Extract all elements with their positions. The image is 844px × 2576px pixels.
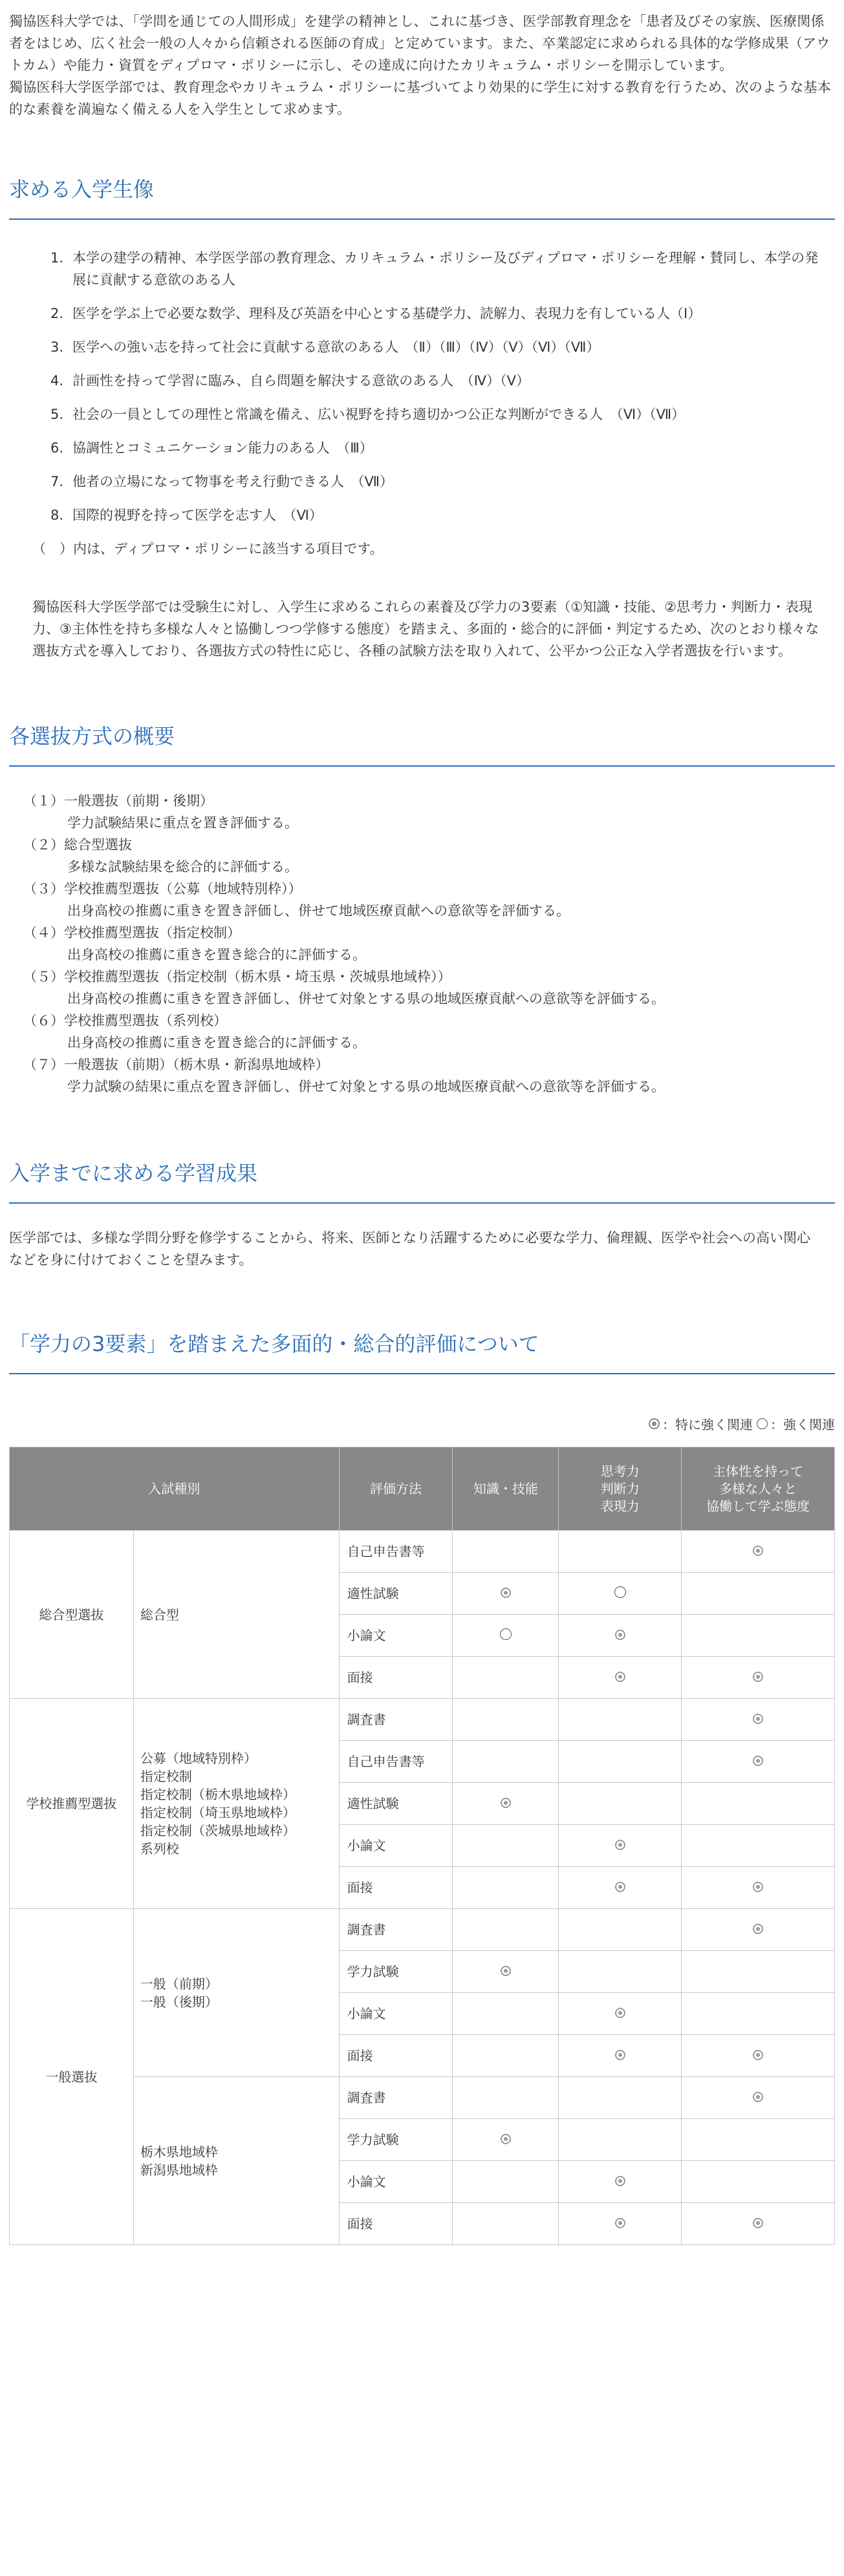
- exam-category: 総合型選抜: [10, 1531, 134, 1699]
- section-title: 「学力の3要素」を踏まえた多面的・総合的評価について: [9, 1328, 835, 1374]
- item-text: 本学の建学の精神、本学医学部の教育理念、カリキュラム・ポリシー及びディプロマ・ポリシーを理解・賛同し、本学の発展に貢献する意欲のある人: [72, 250, 819, 288]
- relevance-cell: [453, 2161, 559, 2203]
- item-text: 他者の立場になって物事を考え行動できる人 （Ⅶ）: [72, 474, 394, 490]
- exam-subtype: [133, 2077, 339, 2245]
- relevance-cell: [682, 2203, 835, 2245]
- relevance-cell: [682, 1573, 835, 1615]
- relevance-cell: [682, 1867, 835, 1909]
- double-circle-icon: [615, 1840, 625, 1850]
- double-circle-icon: [501, 2134, 511, 2144]
- item-number: 3.: [50, 339, 63, 355]
- evaluation-method: 小論文: [339, 1993, 453, 2035]
- diploma-policy-note: （ ）内は、ディプロマ・ポリシーに該当する項目です。: [32, 541, 384, 557]
- item-number: 5.: [50, 406, 63, 422]
- exam-subtype-line: 一般（後期）: [140, 1994, 218, 2010]
- relevance-cell: [453, 1573, 559, 1615]
- relevance-cell: [559, 1615, 682, 1657]
- relevance-cell: [682, 2161, 835, 2203]
- section-selection-methods: [9, 720, 835, 1098]
- list-item: [9, 922, 835, 966]
- intro-paragraph-1: 獨協医科大学では、「学問を通じての人間形成」を建学の精神とし、これに基づき、医学部教育理念を「患者及びその家族、医療関係者をはじめ、広く社会一般の人々から信頼される医師の育成」と定めています。また、卒業認定に求められる具体的な学修成果（アウトカム）や能力・資質をディプロマ・ポリシーに示し、その達成に向けたカリキュラム・ポリシーを開示しています。: [9, 14, 830, 74]
- relevance-cell: [682, 2035, 835, 2077]
- list-item: [9, 437, 835, 459]
- exam-subtype-line: 栃木県地域枠: [140, 2144, 218, 2160]
- relevance-cell: [559, 1783, 682, 1825]
- relevance-cell: [453, 1951, 559, 1993]
- evaluation-method: 面接: [339, 1657, 453, 1699]
- relevance-cell: [453, 1615, 559, 1657]
- relevance-cell: [682, 1699, 835, 1741]
- evaluation-method: 調査書: [339, 1909, 453, 1951]
- double-circle-icon: [615, 1672, 625, 1682]
- exam-subtype-line: 指定校制（茨城県地域枠）: [140, 1823, 296, 1839]
- item-number: 4.: [50, 372, 63, 389]
- double-circle-icon: [615, 2218, 625, 2228]
- double-circle-icon: [753, 2050, 763, 2060]
- header-thinking: [559, 1447, 682, 1531]
- list-item: [9, 878, 835, 922]
- double-circle-icon: [753, 1756, 763, 1766]
- exam-category: 一般選抜: [10, 1909, 134, 2245]
- item-number: 6.: [50, 440, 63, 456]
- relevance-cell: [559, 1825, 682, 1867]
- table-body: [10, 1531, 835, 2245]
- header-line: 思考力: [600, 1463, 640, 1479]
- section-learning-outcomes: [9, 1157, 835, 1271]
- evaluation-method: 調査書: [339, 1699, 453, 1741]
- relevance-cell: [682, 1825, 835, 1867]
- evaluation-method: 適性試験: [339, 1573, 453, 1615]
- list-item: [9, 790, 835, 834]
- method-description: 出身高校の推薦に重きを置き評価し、併せて地域医療貢献への意欲等を評価する。: [67, 903, 570, 919]
- relevance-cell: [559, 1741, 682, 1783]
- evaluation-method: 小論文: [339, 1825, 453, 1867]
- list-item: [9, 403, 835, 425]
- list-item: [9, 834, 835, 878]
- relevance-cell: [559, 1657, 682, 1699]
- learning-outcomes-text: 医学部では、多様な学問分野を修学することから、将来、医師となり活躍するために必要な学力、倫理観、医学や社会への高い関心などを身に付けておくことを望みます。: [9, 1229, 810, 1268]
- double-circle-icon: [753, 1672, 763, 1682]
- item-text: 協調性とコミュニケーション能力のある人 （Ⅲ）: [72, 440, 373, 456]
- relevance-cell: [682, 1657, 835, 1699]
- header-attitude: [682, 1447, 835, 1531]
- exam-subtype-line: 指定校制: [140, 1769, 192, 1785]
- item-text: 計画性を持って学習に臨み、自ら問題を解決する意欲のある人 （Ⅳ）（Ⅴ）: [72, 372, 530, 389]
- item-number: 1.: [50, 250, 63, 266]
- relevance-cell: [453, 1531, 559, 1573]
- evaluation-method: 自己申告書等: [339, 1531, 453, 1573]
- method-heading: （４）学校推薦型選抜（指定校制）: [23, 925, 241, 941]
- double-circle-icon: [501, 1966, 511, 1976]
- list-item: [9, 247, 835, 291]
- relevance-cell: [559, 1867, 682, 1909]
- list-item: [9, 1054, 835, 1098]
- list-item: [9, 370, 835, 392]
- method-heading: （１）一般選抜（前期・後期）: [23, 793, 213, 809]
- table-header-row: [10, 1447, 835, 1531]
- exam-category: 学校推薦型選抜: [10, 1699, 134, 1909]
- header-line: 表現力: [600, 1498, 640, 1514]
- double-circle-icon: [753, 1714, 763, 1724]
- relevance-cell: [453, 1699, 559, 1741]
- item-text: 社会の一員としての理性と常識を備え、広い視野を持ち適切かつ公正な判断ができる人 （Ⅵ）（Ⅶ）: [72, 406, 686, 422]
- relevance-cell: [682, 1741, 835, 1783]
- relevance-cell: [559, 1699, 682, 1741]
- ideal-student-list: [9, 247, 835, 526]
- evaluation-table: [9, 1447, 835, 2245]
- relevance-cell: [682, 1531, 835, 1573]
- relevance-cell: [453, 1783, 559, 1825]
- relevance-cell: [682, 2077, 835, 2119]
- double-circle-icon: [615, 2008, 625, 2018]
- header-type: 入試種別: [10, 1447, 340, 1531]
- relevance-cell: [559, 1993, 682, 2035]
- item-number: 2.: [50, 305, 63, 321]
- list-item: [9, 336, 835, 358]
- exam-subtype-line: 新潟県地域枠: [140, 2162, 218, 2178]
- item-text: 医学への強い志を持って社会に貢献する意欲のある人 （Ⅱ）（Ⅲ）（Ⅳ）（Ⅴ）（Ⅵ）（Ⅶ）: [72, 339, 600, 355]
- evaluation-method: 学力試験: [339, 1951, 453, 1993]
- double-circle-icon: [615, 1630, 625, 1640]
- method-heading: （２）総合型選抜: [23, 836, 132, 853]
- relevance-cell: [682, 1783, 835, 1825]
- relevance-cell: [559, 1573, 682, 1615]
- method-heading: （５）学校推薦型選抜（指定校制（栃木県・埼玉県・茨城県地域枠））: [23, 969, 451, 985]
- list-item: [9, 504, 835, 526]
- relevance-cell: [682, 2119, 835, 2161]
- relevance-cell: [559, 1951, 682, 1993]
- relevance-cell: [453, 1657, 559, 1699]
- relevance-cell: [682, 1951, 835, 1993]
- section-title: 入学までに求める学習成果: [9, 1157, 835, 1204]
- exam-subtype: [133, 1909, 339, 2077]
- evaluation-method: 面接: [339, 1867, 453, 1909]
- evaluation-method: 小論文: [339, 1615, 453, 1657]
- method-heading: （６）学校推薦型選抜（系列校）: [23, 1013, 227, 1029]
- method-heading: （３）学校推薦型選抜（公募（地域特別枠））: [23, 881, 302, 897]
- exam-subtype-line: 指定校制（栃木県地域枠）: [140, 1787, 296, 1803]
- method-description: 出身高校の推薦に重きを置き総合的に評価する。: [67, 1035, 366, 1051]
- exam-subtype-line: 公募（地域特別枠）: [140, 1751, 257, 1767]
- exam-subtype-line: 一般（前期）: [140, 1975, 218, 1992]
- double-circle-icon: [501, 1798, 511, 1808]
- relevance-cell: [453, 2119, 559, 2161]
- double-circle-icon: [649, 1418, 660, 1429]
- evaluation-method: 面接: [339, 2203, 453, 2245]
- section-evaluation: [9, 1328, 835, 2245]
- table-row: [10, 1699, 835, 1741]
- relevance-cell: [559, 2119, 682, 2161]
- list-item: [9, 966, 835, 1010]
- exam-subtype-line: 総合型: [140, 1606, 179, 1623]
- legend-label-strong: ：特に強く関連: [662, 1416, 753, 1432]
- double-circle-icon: [615, 2176, 625, 2186]
- relevance-cell: [559, 2035, 682, 2077]
- header-line: 判断力: [600, 1480, 640, 1496]
- legend-label: ：強く関連: [770, 1416, 835, 1432]
- header-line: 主体性を持って: [713, 1463, 804, 1479]
- header-line: 協働して学ぶ態度: [706, 1498, 810, 1514]
- relevance-cell: [453, 1909, 559, 1951]
- intro-paragraph-2: 獨協医科大学医学部では、教育理念やカリキュラム・ポリシーに基づいてより効果的に学生に対する教育を行うため、次のような基本的な素養を満遍なく備える人を入学生として求めます。: [9, 80, 831, 118]
- evaluation-method: 小論文: [339, 2161, 453, 2203]
- table-row: [10, 2077, 835, 2119]
- table-legend: [9, 1414, 835, 1435]
- table-row: [10, 1531, 835, 1573]
- exam-subtype: [133, 1699, 339, 1909]
- method-heading: （７）一般選抜（前期）（栃木県・新潟県地域枠）: [23, 1057, 329, 1073]
- relevance-cell: [453, 1825, 559, 1867]
- double-circle-icon: [501, 1588, 511, 1598]
- evaluation-method: 調査書: [339, 2077, 453, 2119]
- item-text: 医学を学ぶ上で必要な数学、理科及び英語を中心とする基礎学力、読解力、表現力を有している人（Ⅰ）: [72, 305, 702, 321]
- item-number: 8.: [50, 507, 63, 524]
- exam-subtype: [133, 1531, 339, 1699]
- relevance-cell: [453, 2035, 559, 2077]
- method-description: 学力試験の結果に重点を置き評価し、併せて対象とする県の地域医療貢献への意欲等を評価する。: [67, 1079, 665, 1095]
- double-circle-icon: [753, 1546, 763, 1556]
- evaluation-method: 学力試験: [339, 2119, 453, 2161]
- list-item: [9, 471, 835, 493]
- double-circle-icon: [753, 2218, 763, 2228]
- relevance-cell: [453, 2077, 559, 2119]
- exam-subtype-line: 系列校: [140, 1841, 179, 1857]
- table-row: [10, 1909, 835, 1951]
- method-description: 多様な試験結果を総合的に評価する。: [67, 858, 298, 875]
- relevance-cell: [559, 2161, 682, 2203]
- section-title: 求める入学生像: [9, 173, 835, 220]
- header-knowledge: 知識・技能: [453, 1447, 559, 1531]
- relevance-cell: [453, 1993, 559, 2035]
- evaluation-method: 面接: [339, 2035, 453, 2077]
- item-text: 国際的視野を持って医学を志す人 （Ⅵ）: [72, 507, 323, 524]
- relevance-cell: [682, 1993, 835, 2035]
- relevance-cell: [682, 1909, 835, 1951]
- section-title: 各選抜方式の概要: [9, 720, 835, 767]
- item-number: 7.: [50, 474, 63, 490]
- section-ideal-students: [9, 173, 835, 662]
- circle-icon: [757, 1418, 768, 1429]
- double-circle-icon: [753, 1882, 763, 1892]
- double-circle-icon: [615, 1882, 625, 1892]
- method-description: 学力試験結果に重点を置き評価する。: [67, 814, 298, 831]
- double-circle-icon: [753, 1924, 763, 1934]
- method-description: 出身高校の推薦に重きを置き総合的に評価する。: [67, 947, 366, 963]
- double-circle-icon: [615, 2050, 625, 2060]
- relevance-cell: [453, 2203, 559, 2245]
- exam-subtype-line: 指定校制（埼玉県地域枠）: [140, 1805, 296, 1821]
- relevance-cell: [453, 1741, 559, 1783]
- method-description: 出身高校の推薦に重きを置き評価し、併せて対象とする県の地域医療貢献への意欲等を評価する。: [67, 991, 665, 1007]
- evaluation-method: 適性試験: [339, 1783, 453, 1825]
- evaluation-method: 自己申告書等: [339, 1741, 453, 1783]
- relevance-cell: [559, 1531, 682, 1573]
- list-item: [9, 303, 835, 325]
- relevance-cell: [453, 1867, 559, 1909]
- relevance-cell: [682, 1615, 835, 1657]
- list-item: [9, 1010, 835, 1054]
- selection-method-list: [9, 790, 835, 1098]
- relevance-cell: [559, 2077, 682, 2119]
- intro: [9, 10, 835, 120]
- double-circle-icon: [753, 2092, 763, 2102]
- selection-policy-paragraph: 獨協医科大学医学部では受験生に対し、入学生に求めるこれらの素養及び学力の3要素（①知識・技能、②思考力・判断力・表現力、③主体性を持ち多様な人々と協働しつつ学修する態度）を踏まえ、多面的・総合的に評価・判定するため、次のとおり様々な選抜方式を導入しており、各選抜方式の特性に応じ、各種の試験方法を取り入れて、公平かつ公正な入学者選抜を行います。: [32, 599, 819, 659]
- circle-icon: [500, 1628, 512, 1640]
- relevance-cell: [559, 1909, 682, 1951]
- relevance-cell: [559, 2203, 682, 2245]
- header-method: 評価方法: [339, 1447, 453, 1531]
- circle-icon: [614, 1586, 626, 1598]
- header-line: 多様な人々と: [719, 1480, 797, 1496]
